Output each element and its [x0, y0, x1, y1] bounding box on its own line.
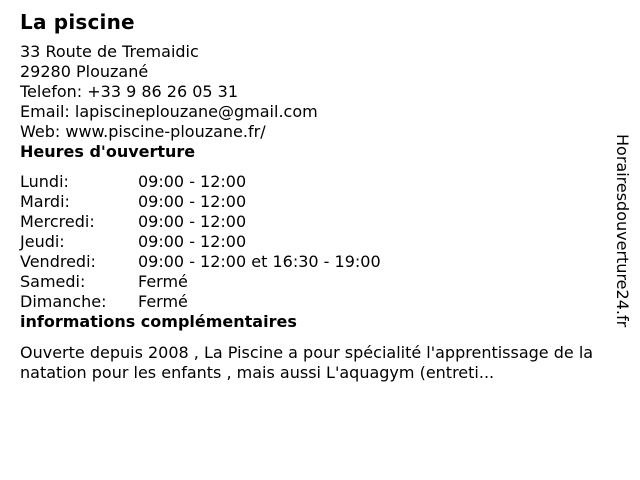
phone-text: Telefon: +33 9 86 26 05 31	[20, 82, 239, 101]
hours-row-friday	[20, 252, 600, 272]
day-label: Mercredi:	[20, 212, 95, 231]
time-value: 09:00 - 12:00	[138, 232, 247, 251]
hours-row-wednesday	[20, 212, 600, 232]
hours-row-monday	[20, 172, 600, 192]
time-value: 09:00 - 12:00	[138, 192, 247, 211]
time-value: 09:00 - 12:00 et 16:30 - 19:00	[138, 252, 381, 271]
address-line2: 29280 Plouzané	[20, 62, 149, 81]
day-label: Dimanche:	[20, 292, 107, 311]
business-name: La piscine	[20, 10, 135, 34]
address-line1: 33 Route de Tremaidic	[20, 42, 199, 61]
hours-table	[20, 172, 600, 312]
hours-row-thursday	[20, 232, 600, 252]
day-label: Jeudi:	[20, 232, 65, 251]
day-label: Mardi:	[20, 192, 70, 211]
contact-block	[20, 42, 600, 142]
hours-row-sunday	[20, 292, 600, 312]
day-label: Vendredi:	[20, 252, 96, 271]
website-text: Web: www.piscine-plouzane.fr/	[20, 122, 266, 141]
time-value: Fermé	[138, 272, 188, 291]
time-value: Fermé	[138, 292, 188, 311]
day-label: Lundi:	[20, 172, 69, 191]
hours-row-tuesday	[20, 192, 600, 212]
info-description: Ouverte depuis 2008 , La Piscine a pour spécialité l'apprentissage de la natation pour les enfants , mais aussi L'aquagym (entreti...	[20, 343, 594, 382]
info-title: informations complémentaires	[20, 312, 297, 331]
hours-title: Heures d'ouverture	[20, 142, 196, 161]
time-value: 09:00 - 12:00	[138, 212, 247, 231]
email-text: Email: lapiscineplouzane@gmail.com	[20, 102, 318, 121]
time-value: 09:00 - 12:00	[138, 172, 247, 191]
day-label: Samedi:	[20, 272, 86, 291]
business-card	[20, 8, 600, 383]
hours-row-saturday	[20, 272, 600, 292]
site-watermark: Horairesdouverture24.fr	[613, 134, 632, 328]
